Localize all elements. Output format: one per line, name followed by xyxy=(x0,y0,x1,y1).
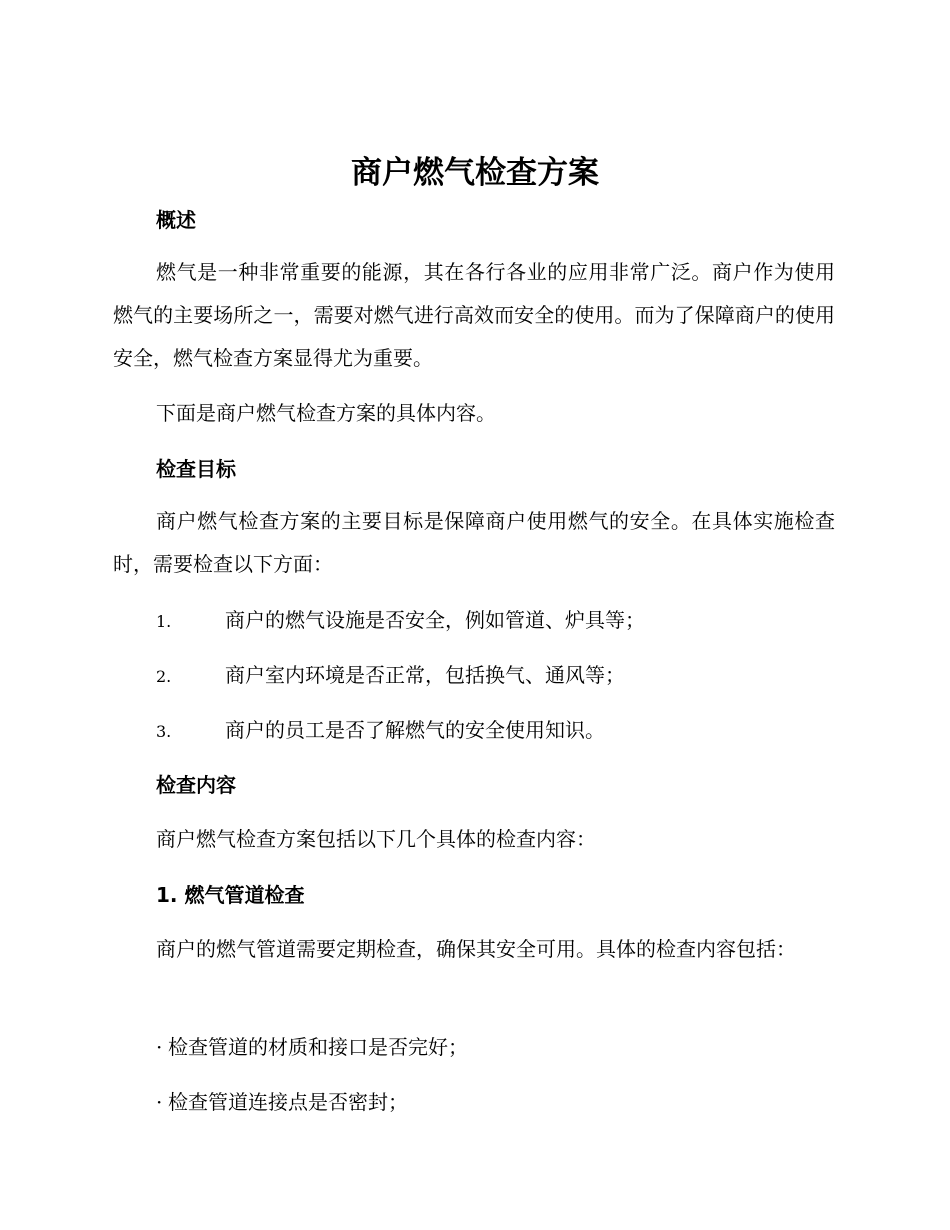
list-number: 3. xyxy=(156,722,172,741)
section-heading-goals: 检查目标 xyxy=(156,457,236,481)
overview-paragraph-1: 燃气是一种非常重要的能源，其在各行各业的应用非常广泛。商户作为使用燃气的主要场所之一，需要对燃气进行高效而安全的使用。而为了保障商户的使用安全，燃气检查方案显得尤为重要。 xyxy=(113,260,835,370)
goals-list-item-3 xyxy=(156,715,605,747)
list-number: 2. xyxy=(156,667,172,686)
section-heading-content: 检查内容 xyxy=(156,773,236,797)
bullet-text: 检查管道连接点是否密封； xyxy=(168,1090,408,1114)
pipeline-paragraph: 商户的燃气管道需要定期检查，确保其安全可用。具体的检查内容包括： xyxy=(156,937,796,961)
list-item-text: 商户的员工是否了解燃气的安全使用知识。 xyxy=(225,718,605,742)
goals-list-item-2 xyxy=(156,660,625,692)
list-number: 1. xyxy=(156,612,172,631)
bullet-dot-icon: · xyxy=(156,1035,163,1059)
bullet-dot-icon: · xyxy=(156,1090,163,1114)
pipeline-bullet-1 xyxy=(156,1032,468,1062)
goals-list-item-1 xyxy=(156,605,645,637)
goals-paragraph: 商户燃气检查方案的主要目标是保障商户使用燃气的安全。在具体实施检查时，需要检查以下方面： xyxy=(113,509,835,576)
content-paragraph: 商户燃气检查方案包括以下几个具体的检查内容： xyxy=(156,827,596,851)
pipeline-bullet-2 xyxy=(156,1087,408,1117)
document-title: 商户燃气检查方案 xyxy=(351,155,599,191)
overview-paragraph-2: 下面是商户燃气检查方案的具体内容。 xyxy=(156,401,496,425)
bullet-text: 检查管道的材质和接口是否完好； xyxy=(168,1035,468,1059)
list-item-text: 商户的燃气设施是否安全，例如管道、炉具等； xyxy=(225,608,645,632)
subsection-heading-pipeline: 1. 燃气管道检查 xyxy=(156,883,305,907)
section-heading-overview: 概述 xyxy=(156,208,196,232)
list-item-text: 商户室内环境是否正常，包括换气、通风等； xyxy=(225,663,625,687)
